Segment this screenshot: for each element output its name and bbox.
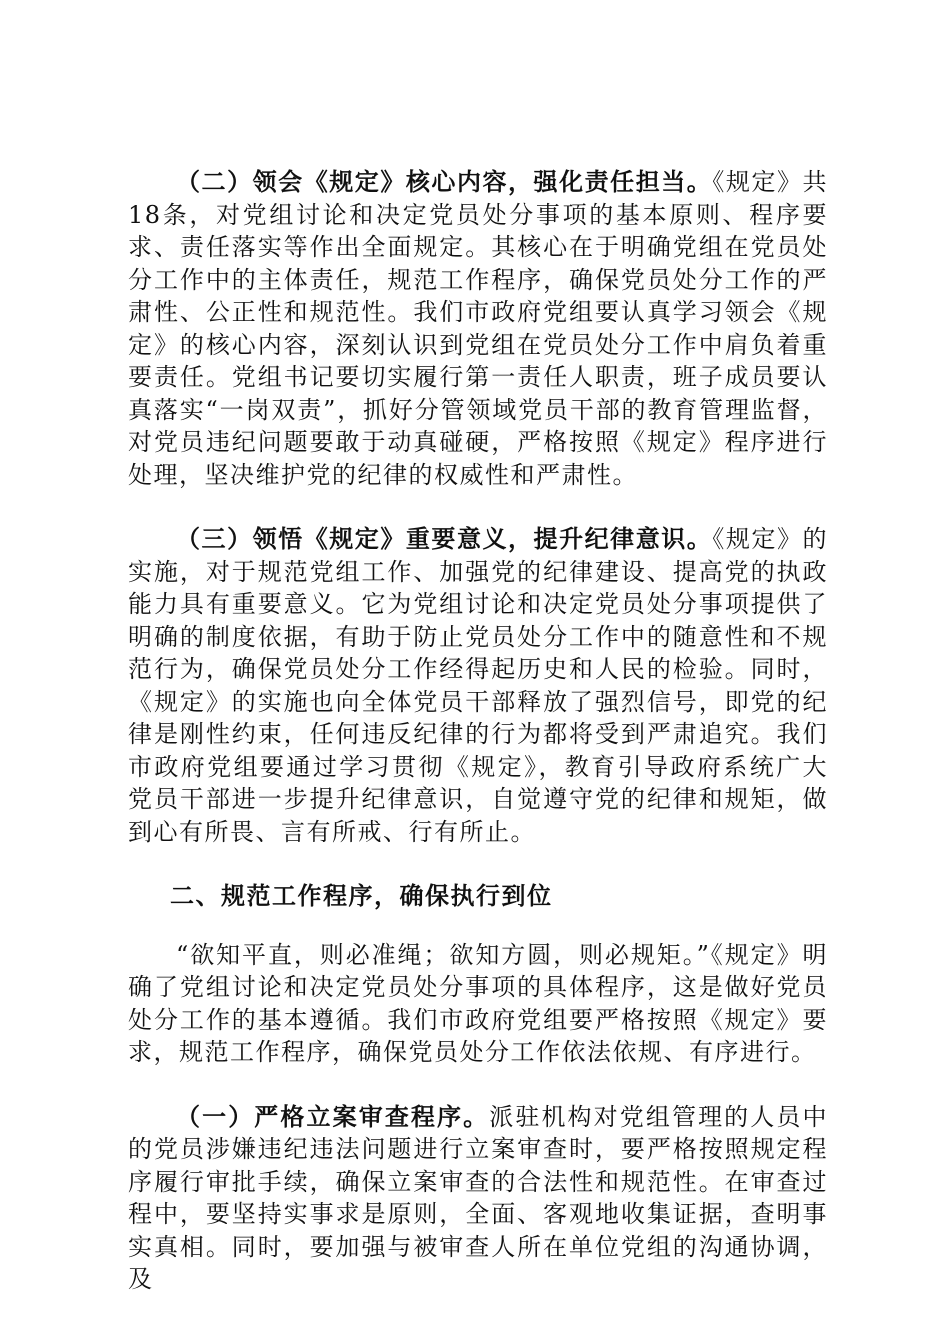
paragraph-body-text: 《规定》的实施，对于规范党组工作、加强党的纪律建设、提高党的执政能力具有重要意义。它为党组讨论和决定党员处分事项提供了明确的制度依据，有助于防止党员处分工作中的随意性和不规范行为，确保党员处分工作经得起历史和人民的检验。同时，《规定》的实施也向全体党员干部释放了强烈信号，即党的纪律是刚性约束，任何违反纪律的行为都将受到严肃追究。我们市政府党组要通过学习贯彻《规定》，教育引导政府系统广大党员干部进一步提升纪律意识，自觉遵守党的纪律和规矩，做到心有所畏、言有所戒、行有所止。 xyxy=(128,525,829,846)
document-page xyxy=(128,166,828,1328)
paragraph-lead-heading: （一）严格立案审查程序。 xyxy=(176,1102,490,1131)
paragraph-section-3-significance xyxy=(128,523,828,848)
paragraph-section-1-case-review xyxy=(128,1101,828,1296)
paragraph-body-text: 派驻机构对党组管理的人员中的党员涉嫌违纪违法问题进行立案审查时，要严格按照规定程序履行审批手续，确保立案审查的合法性和规范性。在审查过程中，要坚持实事求是原则，全面、客观地收集证据，查明事实真相。同时，要加强与被审查人所在单位党组的沟通协调，及 xyxy=(128,1102,828,1293)
paragraph-lead-heading: （二）领会《规定》核心内容，强化责任担当。 xyxy=(176,168,713,196)
paragraph-intro-quote: “欲知平直，则必准绳；欲知方圆，则必规矩。”《规定》明确了党组讨论和决定党员处分事项的具体程序，这是做好党员处分工作的基本遵循。我们市政府党组要严格按照《规定》要求，规范工作程序，确保党员处分工作依法依规、有序进行。 xyxy=(128,940,828,1066)
paragraph-section-2-understand-core xyxy=(128,166,828,491)
paragraph-lead-heading: （三）领悟《规定》重要意义，提升纪律意识。 xyxy=(176,525,713,553)
paragraph-body-text: 《规定》共18条，对党组讨论和决定党员处分事项的基本原则、程序要求、责任落实等作出全面规定。其核心在于明确党组在党员处分工作中的主体责任，规范工作程序，确保党员处分工作的严肃性、公正性和规范性。我们市政府党组要认真学习领会《规定》的核心内容，深刻认识到党组在党员处分工作中肩负着重要责任。党组书记要切实履行第一责任人职责，班子成员要认真落实“一岗双责”，抓好分管领域党员干部的教育管理监督，对党员违纪问题要敢于动真碰硬，严格按照《规定》程序进行处理，坚决维护党的纪律的权威性和严肃性。 xyxy=(128,168,829,489)
section-heading-2: 二、规范工作程序，确保执行到位 xyxy=(170,882,553,910)
